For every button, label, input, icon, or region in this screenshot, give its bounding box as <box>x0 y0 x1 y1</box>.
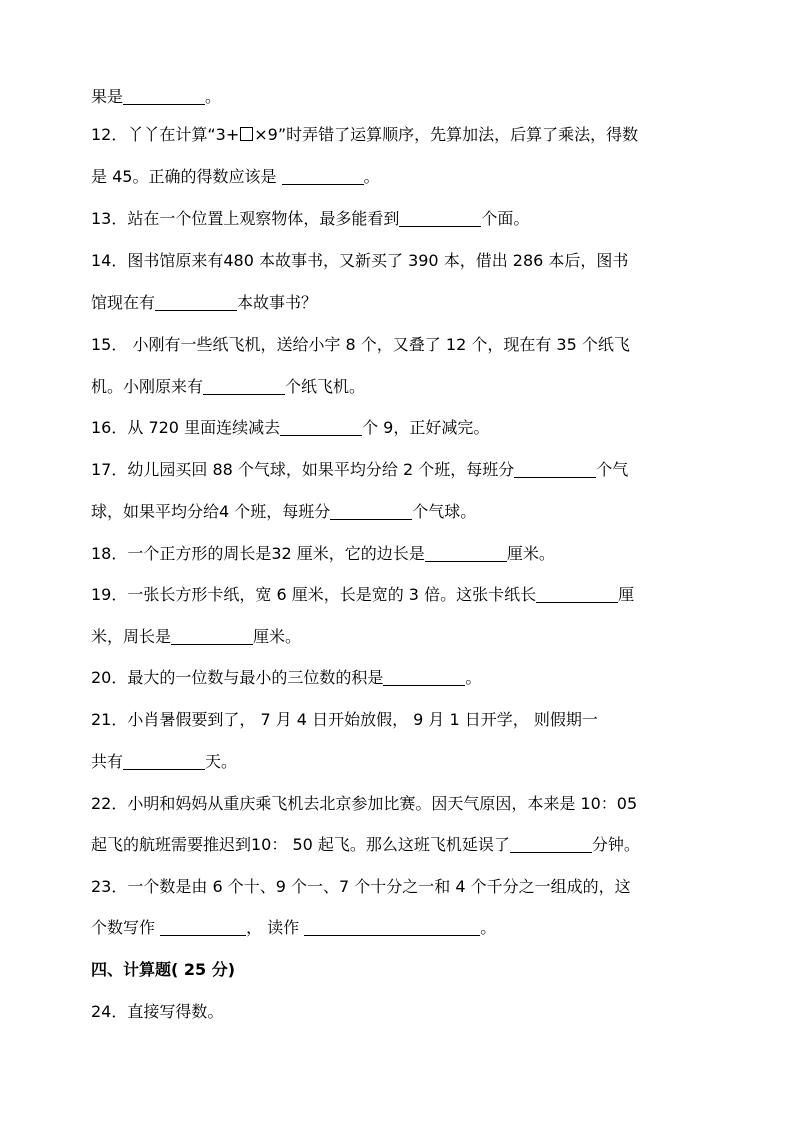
answer-blank[interactable] <box>160 917 246 936</box>
answer-blank[interactable] <box>123 751 205 770</box>
answer-blank[interactable] <box>155 292 237 311</box>
answer-blank[interactable] <box>282 166 364 185</box>
q12-line2: 是 45。正确的得数应该是 。 <box>91 167 380 186</box>
answer-blank[interactable] <box>425 543 507 562</box>
q20: 20．最大的一位数与最小的三位数的积是 。 <box>91 668 482 687</box>
q21-line1: 21．小肖暑假要到了， 7 月 4 日开始放假， 9 月 1 日开学， 则假期一 <box>91 710 598 729</box>
q18: 18．一个正方形的周长是32 厘米，它的边长是 厘米。 <box>91 544 555 563</box>
q22-line2: 起飞的航班需要推迟到10： 50 起飞。那么这班飞机延误了 分钟。 <box>91 835 640 854</box>
q23-line2: 个数写作 ， 读作 。 <box>91 918 497 937</box>
answer-blank[interactable] <box>304 917 480 936</box>
q17-line1: 17．幼儿园买回 88 个气球，如果平均分给 2 个班，每班分 个气 <box>91 460 629 479</box>
answer-blank[interactable] <box>280 417 362 436</box>
empty-box-icon <box>240 127 253 141</box>
q24: 24．直接写得数。 <box>91 1002 224 1021</box>
q17-line2: 球，如果平均分给4 个班，每班分 个气球。 <box>91 502 477 521</box>
answer-blank[interactable] <box>123 86 205 105</box>
answer-blank[interactable] <box>536 584 618 603</box>
q23-line1: 23．一个数是由 6 个十、9 个一、7 个十分之一和 4 个千分之一组成的，这 <box>91 877 631 896</box>
q19-line2: 米，周长是 厘米。 <box>91 627 302 646</box>
q16: 16．从 720 里面连续减去 个 9，正好减完。 <box>91 418 490 437</box>
q11-tail: 果是 。 <box>91 87 222 106</box>
answer-blank[interactable] <box>399 208 481 227</box>
answer-blank[interactable] <box>383 667 465 686</box>
q22-line1: 22．小明和妈妈从重庆乘飞机去北京参加比赛。因天气原因，本来是 10：05 <box>91 794 638 813</box>
q13: 13．站在一个位置上观察物体，最多能看到 个面。 <box>91 209 530 228</box>
answer-blank[interactable] <box>330 501 412 520</box>
answer-blank[interactable] <box>510 834 592 853</box>
answer-blank[interactable] <box>514 459 596 478</box>
q14-line1: 14．图书馆原来有480 本故事书，又新买了 390 本，借出 286 本后，图书 <box>91 251 629 270</box>
answer-blank[interactable] <box>203 376 285 395</box>
answer-blank[interactable] <box>171 626 253 645</box>
section-title: 四、计算题( 25 分) <box>91 960 236 979</box>
q15-line2: 机。小刚原来有 个纸飞机。 <box>91 377 366 396</box>
q19-line1: 19．一张长方形卡纸，宽 6 厘米，长是宽的 3 倍。这张卡纸长 厘 <box>91 585 635 604</box>
q12-line1: 12．丫丫在计算“3+ ×9”时弄错了运算顺序，先算加法，后算了乘法，得数 <box>91 125 639 144</box>
q14-line2: 馆现在有 本故事书？ <box>91 293 318 312</box>
q15-line1: 15． 小刚有一些纸飞机，送给小宇 8 个，又叠了 12 个，现在有 35 个纸飞 <box>91 335 630 354</box>
q21-line2: 共有 天。 <box>91 752 238 771</box>
